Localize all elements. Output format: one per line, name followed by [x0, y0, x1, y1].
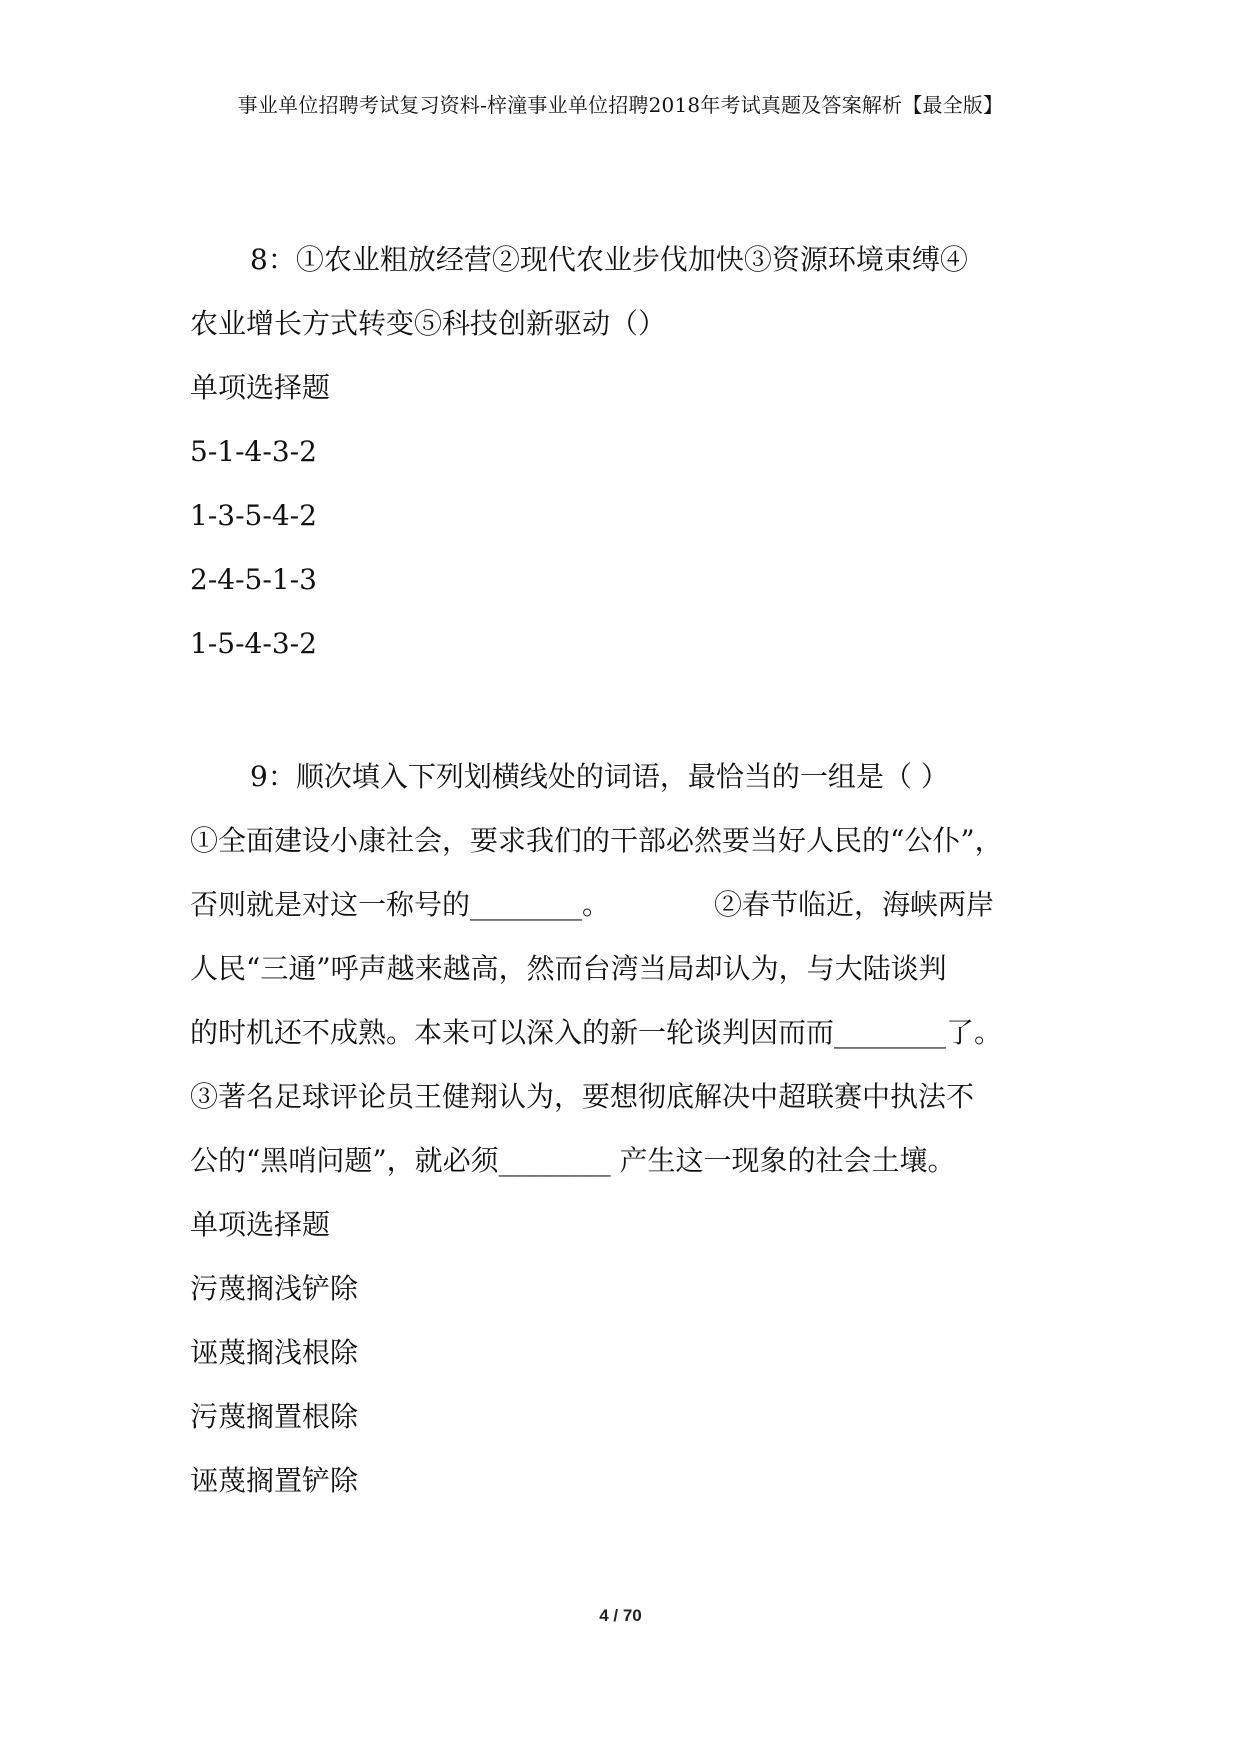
question-9 [190, 745, 1050, 1513]
stem-line-combined [190, 873, 1050, 937]
answer-option: 5-1-4-3-2 [190, 435, 317, 468]
stem-line: ①全面建设小康社会，要求我们的干部必然要当好人民的“公仆”， [190, 824, 1003, 857]
stem-line: 8：①农业粗放经营②现代农业步伐加快③资源环境束缚④ [250, 243, 968, 276]
answer-option: 1-3-5-4-2 [190, 499, 317, 532]
answer-option: 诬蔑搁浅根除 [190, 1336, 359, 1369]
stem-line: 人民“三通”呼声越来越高，然而台湾当局却认为，与大陆谈判 [190, 952, 947, 985]
answer-option: 诬蔑搁置铲除 [190, 1464, 359, 1497]
stem-line: 的时机还不成熟。本来可以深入的新一轮谈判因而而________了。 [190, 1016, 1003, 1049]
question-8 [190, 228, 1050, 676]
stem-line: 农业增长方式转变⑤科技创新驱动（） [190, 307, 667, 340]
stem-line: 公的“黑哨问题”，就必须________ 产生这一现象的社会土壤。 [190, 1144, 956, 1177]
question-type: 单项选择题 [190, 1208, 331, 1241]
stem-line: 9：顺次填入下列划横线处的词语，最恰当的一组是（ ） [250, 760, 949, 793]
running-header: 事业单位招聘考试复习资料-梓潼事业单位招聘2018年考试真题及答案解析【最全版】 [237, 93, 1004, 117]
question-stem [190, 228, 1050, 356]
answer-option: 污蔑搁浅铲除 [190, 1272, 359, 1305]
answer-option: 污蔑搁置根除 [190, 1400, 359, 1433]
page-number: 4 / 70 [599, 1606, 642, 1625]
stem-segment: ②春节临近，海峡两岸 [714, 888, 995, 921]
stem-segment: 否则就是对这一称号的________。 [190, 888, 611, 921]
answer-option: 2-4-5-1-3 [190, 563, 317, 596]
answer-option: 1-5-4-3-2 [190, 627, 317, 660]
question-stem [190, 745, 1050, 1193]
question-type: 单项选择题 [190, 371, 331, 404]
stem-line: ③著名足球评论员王健翔认为，要想彻底解决中超联赛中执法不 [190, 1080, 975, 1113]
